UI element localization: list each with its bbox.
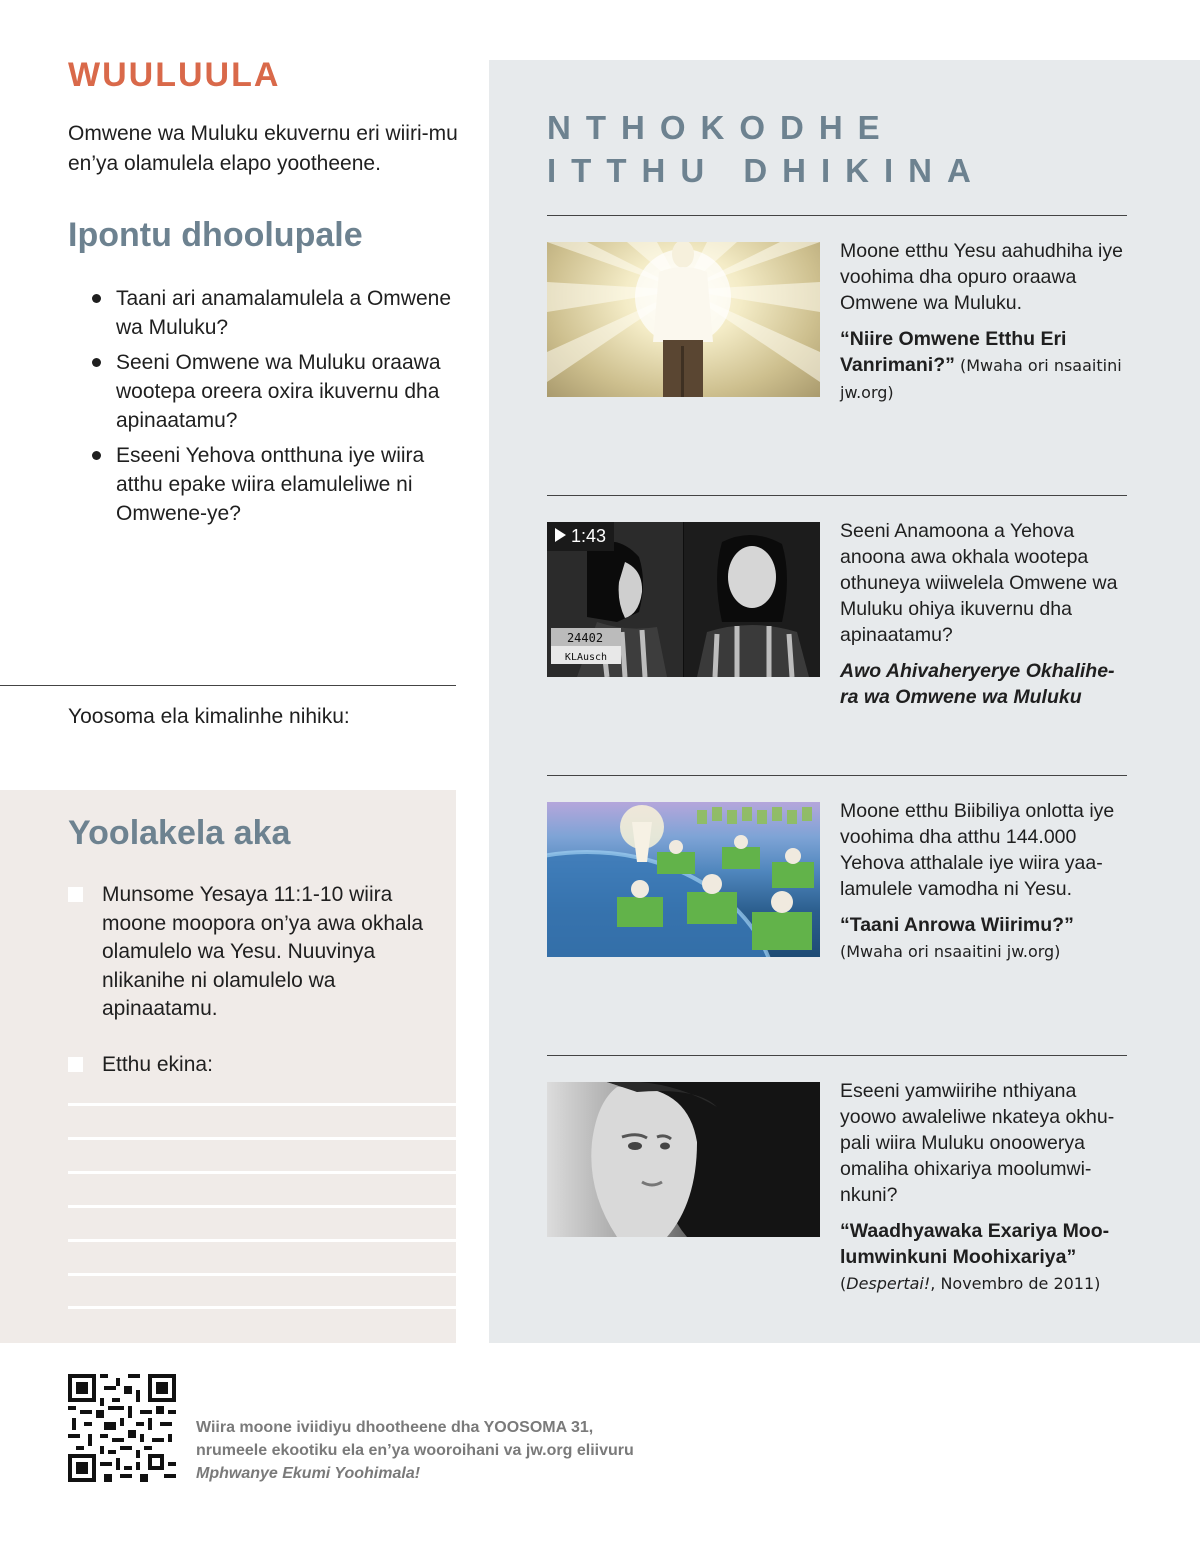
explore-item: [840, 518, 1130, 710]
goal-checkbox-item[interactable]: [68, 1051, 448, 1080]
writing-line[interactable]: [68, 1306, 456, 1309]
article-thumbnail-heaven[interactable]: [547, 802, 820, 957]
goal-text: Etthu ekina:: [102, 1053, 213, 1076]
explore-item: [840, 238, 1130, 406]
checkbox-icon[interactable]: [68, 887, 83, 902]
key-point-item: [92, 284, 462, 342]
explore-question: Moone etthu Yesu aahudhiha iye voohima dha opuro oraawa Omwene wa Muluku.: [840, 240, 1123, 314]
explore-item: [840, 1078, 1130, 1297]
goal-checkbox-item[interactable]: [68, 881, 448, 1024]
explore-heading-line1: NTHOKODHE: [547, 109, 895, 146]
divider: [547, 1055, 1127, 1056]
play-icon[interactable]: [555, 528, 566, 542]
writing-line[interactable]: [68, 1205, 456, 1208]
video-title[interactable]: Awo Ahivaheryerye Okhalihe-ra wa Omwene wa Muluku: [840, 660, 1115, 708]
explore-question: Seeni Anamoona a Yehova anoona awa okhala wootepa othuneya wiiwelela Omwene wa Muluku ohiya ikuvernu dha apinaatamu?: [840, 520, 1118, 646]
mugshot-number: 24402: [566, 631, 604, 645]
key-points-heading: Ipontu dhoolupale: [68, 216, 363, 254]
glowing-man-illustration: [547, 242, 820, 397]
article-title[interactable]: “Waadhyawaka Exariya Moo-lumwinkuni Moohixariya”: [840, 1220, 1110, 1268]
checkbox-icon[interactable]: [68, 1057, 83, 1072]
article-thumbnail-glowing-man[interactable]: [547, 242, 820, 397]
summary-heading: WUULUULA: [68, 56, 281, 94]
explore-question: Eseeni yamwiirihe nthiyana yoowo awaleliwe nkateya okhu-pali wiira Muluku onoowerya omaliha ohixariya moolumwi-nkuni?: [840, 1080, 1115, 1206]
explore-item: [840, 798, 1130, 965]
key-point-item: [92, 441, 462, 528]
key-point-text: Seeni Omwene wa Muluku oraawa wootepa oreera oxira ikuvernu dha apinaatamu?: [116, 351, 441, 432]
writing-line[interactable]: [68, 1239, 456, 1242]
writing-line[interactable]: [68, 1137, 456, 1140]
heavenly-rulers-illustration: [547, 802, 820, 957]
summary-text: Omwene wa Muluku ekuvernu eri wiiri-mu en’ya olamulela elapo yootheene.: [68, 122, 458, 175]
key-point-text: Eseeni Yehova ontthuna iye wiira atthu epake wiira elamuleliwe ni Omwene-ye?: [116, 444, 425, 525]
video-duration: 1:43: [571, 526, 607, 546]
bullet-icon: [92, 451, 101, 460]
article-link[interactable]: [840, 326, 1130, 406]
mugshot-label: KLAusch: [564, 652, 608, 663]
woman-portrait-photo: [547, 1082, 820, 1237]
book-title[interactable]: Mphwanye Ekumi Yoohimala!: [196, 1465, 421, 1482]
article-thumbnail-woman[interactable]: [547, 1082, 820, 1237]
divider: [547, 215, 1127, 216]
article-title[interactable]: “Taani Anrowa Wiirimu?”: [840, 914, 1074, 936]
video-thumbnail-mugshot[interactable]: [547, 522, 820, 677]
explore-question: Moone etthu Biibiliya onlotta iye voohima dha atthu 144.000 Yehova atthalale iye wiira yaa-lamulele vamodha ni Yesu.: [840, 800, 1115, 900]
article-link[interactable]: [840, 1218, 1130, 1297]
video-link[interactable]: [840, 658, 1130, 710]
challenge-heading: Yoolakela aka: [68, 814, 291, 852]
writing-line[interactable]: [68, 1273, 456, 1276]
article-title[interactable]: “Niire Omwene Etthu Eri Vanrimani?”: [840, 328, 1067, 376]
completion-date-line: Yoosoma ela kimalinhe nihiku:: [68, 705, 350, 728]
explore-heading-line2: ITTHU DHIKINA: [547, 152, 986, 189]
key-point-text: Taani ari anamalamulela a Omwene wa Muluku?: [116, 287, 452, 339]
footer-note: Wiira moone iviidiyu dhootheene dha YOOSOMA 31, nrumeele ekootiku ela en’ya wooroihani va jw.org eliivuru Mphwanye Ekumi Yoohimala!: [196, 1419, 634, 1482]
writing-line[interactable]: [68, 1171, 456, 1174]
divider: [547, 775, 1127, 776]
divider: [0, 685, 456, 686]
qr-code-icon[interactable]: [68, 1374, 176, 1482]
writing-line[interactable]: [68, 1103, 456, 1106]
magazine-title: Despertai!: [846, 1274, 931, 1293]
article-source: (Despertai!, Novembro de 2011): [840, 1274, 1101, 1293]
video-duration-badge[interactable]: [547, 522, 614, 551]
key-points-list: [92, 284, 462, 534]
divider: [547, 495, 1127, 496]
article-link[interactable]: [840, 912, 1130, 965]
bullet-icon: [92, 358, 101, 367]
bullet-icon: [92, 294, 101, 303]
goal-text: Munsome Yesaya 11:1-10 wiira moone moopora on’ya awa okhala olamulelo wa Yesu. Nuuvinya nlikanihe ni olamulelo wa apinaatamu.: [102, 883, 424, 1020]
article-source: (Mwaha ori nsaaitini jw.org): [840, 942, 1061, 961]
article-source: (Mwaha ori nsaaitini jw.org): [840, 356, 1122, 402]
key-point-item: [92, 348, 462, 435]
explore-heading: [547, 106, 986, 192]
